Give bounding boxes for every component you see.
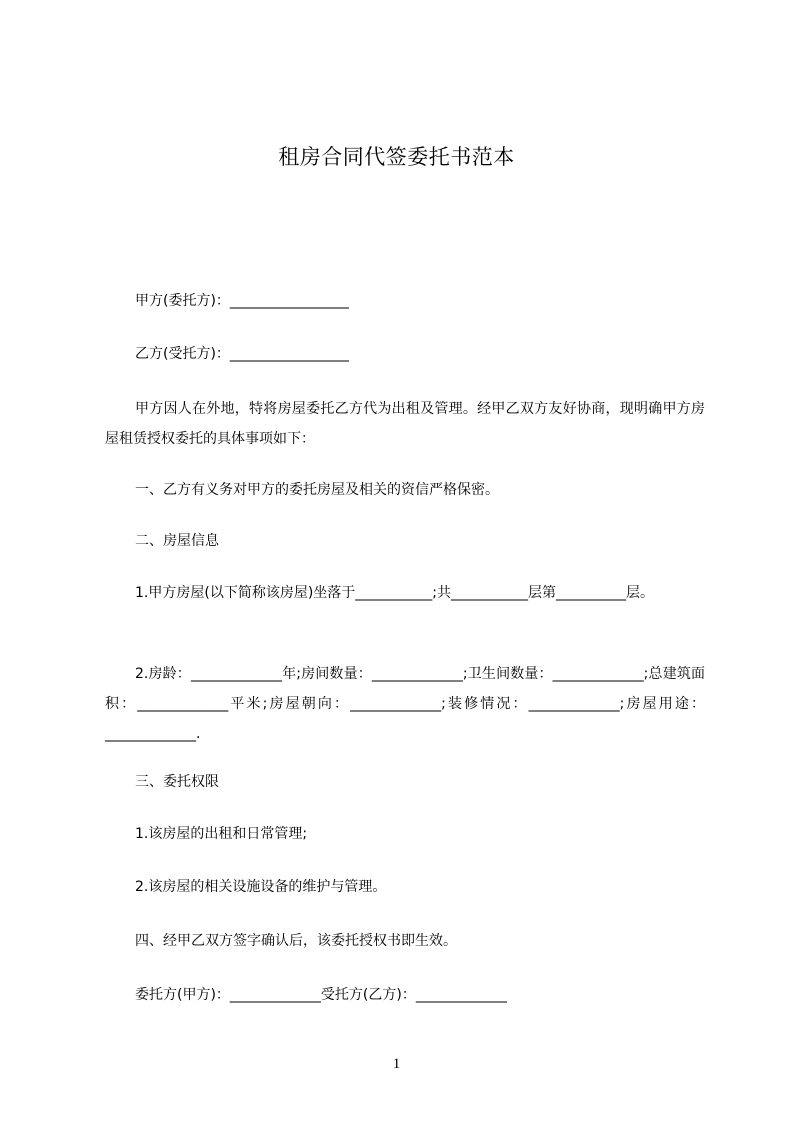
section-1-confidentiality: 一、乙方有义务对甲方的委托房屋及相关的资信严格保密。	[135, 482, 499, 498]
section-3-heading: 三、委托权限	[135, 774, 219, 790]
intro-paragraph: 甲方因人在外地，特将房屋委托乙方代为出租及管理。经甲乙双方友好协商，现明确甲方房屋租赁授权委托的具体事项如下：	[105, 401, 705, 447]
document-title: 租房合同代签委托书范本	[278, 145, 515, 169]
page-number: 1	[392, 1056, 401, 1072]
authority-item-2: 2.该房屋的相关设施设备的维护与管理。	[135, 879, 387, 895]
section-2-heading: 二、房屋信息	[135, 533, 219, 549]
section-4-effective: 四、经甲乙双方签字确认后，该委托授权书即生效。	[135, 933, 457, 949]
party-b-line: 乙方(受托方)：_________________	[135, 346, 349, 362]
signature-line: 委托方(甲方)：_____________受托方(乙方)：_____________	[135, 987, 507, 1003]
authority-item-1: 1.该房屋的出租和日常管理;	[135, 826, 308, 842]
house-location-paragraph: 1.甲方房屋(以下简称该房屋)坐落于___________;共___________层第__________层。	[135, 585, 654, 601]
house-details-paragraph: 2.房龄：_____________年;房间数量：_____________;卫生间数量：_____________;总建筑面积：_____________平米;房屋朝向：_____________;装修情况：_____________;房屋用途：_____________.	[105, 666, 705, 742]
party-a-line: 甲方(委托方)：_________________	[135, 293, 349, 309]
